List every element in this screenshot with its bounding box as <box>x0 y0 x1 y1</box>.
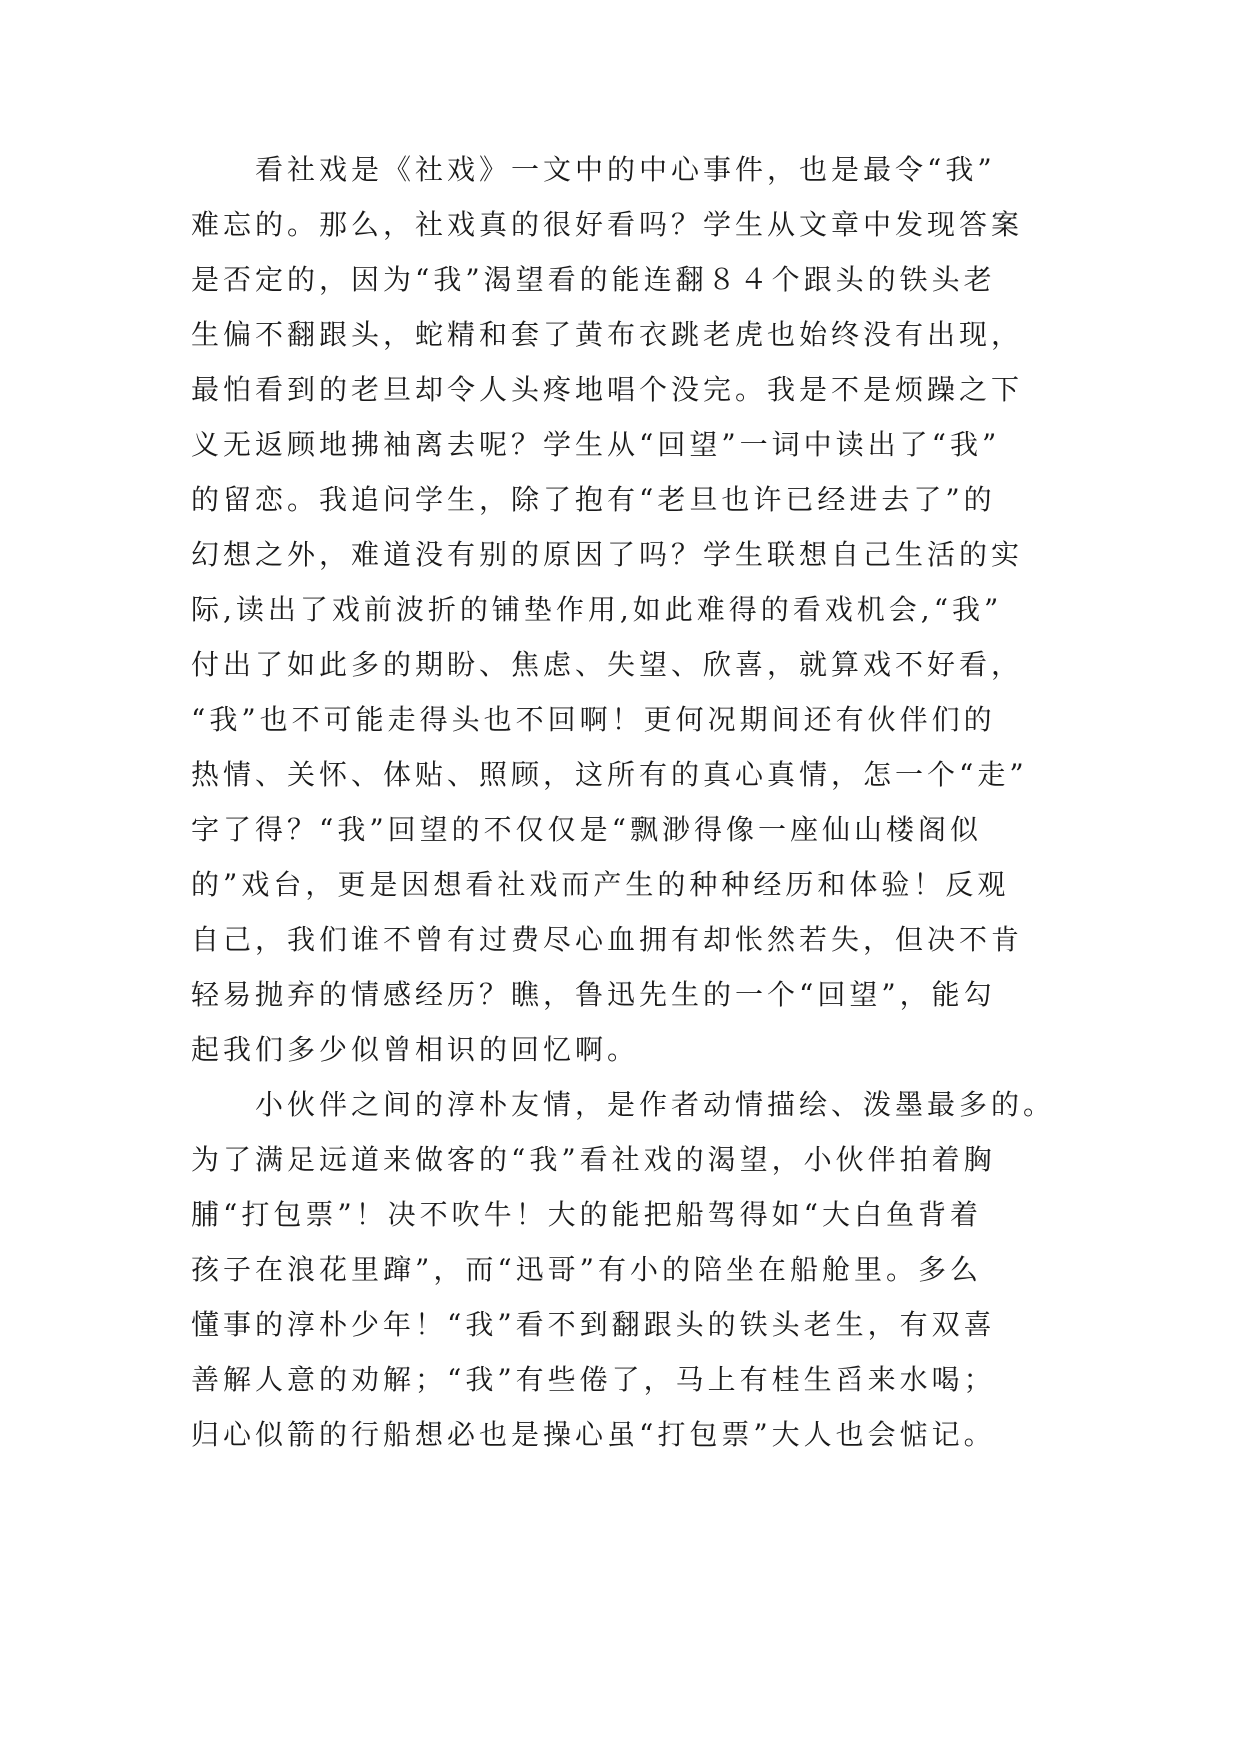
paragraph-2-line-7: 归心似箭的行船想必也是操心虽“打包票”大人也会惦记。 <box>191 1418 996 1451</box>
paragraph-2-line-1: 小伙伴之间的淳朴友情，是作者动情描绘、泼墨最多的。 <box>255 1088 1056 1121</box>
paragraph-1-line-10: 付出了如此多的期盼、焦虑、失望、欣喜，就算戏不好看， <box>191 648 1024 681</box>
paragraph-1-line-11: “我”也不可能走得头也不回啊！更何况期间还有伙伴们的 <box>191 703 996 736</box>
paragraph-2-line-3: 脯“打包票”！决不吹牛！大的能把船驾得如“大白鱼背着 <box>191 1198 982 1231</box>
paragraph-2-line-2: 为了满足远道来做客的“我”看社戏的渴望，小伙伴拍着胸 <box>191 1143 996 1176</box>
paragraph-1-line-16: 轻易抛弃的情感经历？瞧，鲁迅先生的一个“回望”，能勾 <box>191 978 996 1011</box>
paragraph-1-line-12: 热情、关怀、体贴、照顾，这所有的真心真情，怎一个“走” <box>191 758 1028 791</box>
paragraph-1-line-7: 的留恋。我追问学生，除了抱有“老旦也许已经进去了”的 <box>191 483 996 516</box>
paragraph-2-line-4: 孩子在浪花里蹿”，而“迅哥”有小的陪坐在船舱里。多么 <box>191 1253 982 1286</box>
paragraph-1-line-3: 是否定的，因为“我”渴望看的能连翻８４个跟头的铁头老 <box>191 263 996 296</box>
paragraph-1-line-15: 自己，我们谁不曾有过费尽心血拥有却怅然若失，但决不肯 <box>191 923 1024 956</box>
paragraph-2-line-5: 懂事的淳朴少年！“我”看不到翻跟头的铁头老生，有双喜 <box>191 1308 996 1341</box>
paragraph-1-line-2: 难忘的。那么，社戏真的很好看吗？学生从文章中发现答案 <box>191 208 1024 241</box>
paragraph-1-line-1: 看社戏是《社戏》一文中的中心事件，也是最令“我” <box>255 153 996 186</box>
paragraph-1-line-9: 际,读出了戏前波折的铺垫作用,如此难得的看戏机会,“我” <box>191 593 1003 626</box>
paragraph-1-line-14: 的”戏台，更是因想看社戏而产生的种种经历和体验！反观 <box>191 868 1010 901</box>
paragraph-1-line-6: 义无返顾地拂袖离去呢？学生从“回望”一词中读出了“我” <box>191 428 1001 461</box>
paragraph-1-line-8: 幻想之外，难道没有别的原因了吗？学生联想自己生活的实 <box>191 538 1024 571</box>
paragraph-1-line-5: 最怕看到的老旦却令人头疼地唱个没完。我是不是烦躁之下 <box>191 373 1024 406</box>
paragraph-1-line-4: 生偏不翻跟头，蛇精和套了黄布衣跳老虎也始终没有出现， <box>191 318 1024 351</box>
paragraph-1-line-13: 字了得？“我”回望的不仅仅是“飘渺得像一座仙山楼阁似 <box>191 813 982 846</box>
paragraph-2-line-6: 善解人意的劝解；“我”有些倦了，马上有桂生舀来水喝； <box>191 1363 996 1396</box>
paragraph-1-line-17: 起我们多少似曾相识的回忆啊。 <box>191 1033 640 1066</box>
